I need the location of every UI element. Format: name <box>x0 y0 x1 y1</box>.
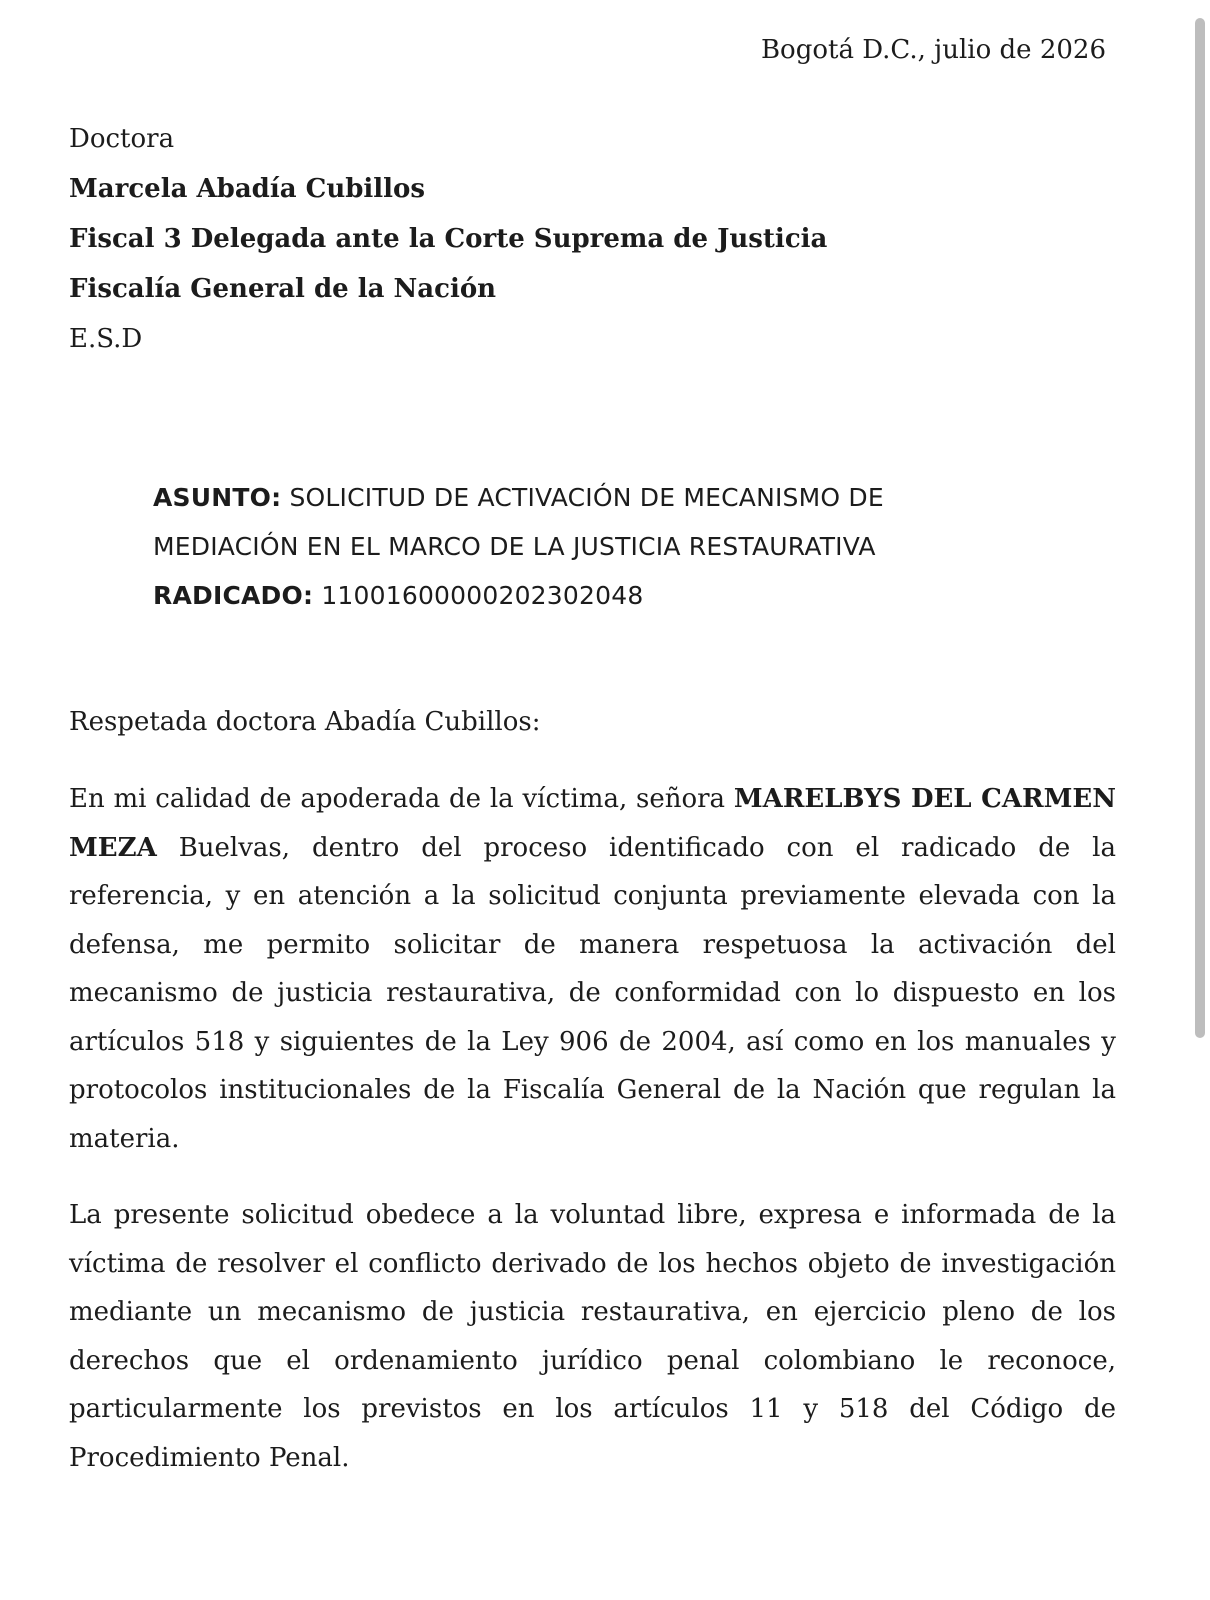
radicado-line <box>153 571 1113 620</box>
scrollbar[interactable] <box>1190 0 1210 1600</box>
paragraph-1-intro: En mi calidad de apoderada de la víctima, señora <box>69 784 726 814</box>
addressee-esd: E.S.D <box>69 324 143 354</box>
body-paragraph-1 <box>69 775 1116 1163</box>
date-line: Bogotá D.C., julio de 2026 <box>760 35 1106 65</box>
radicado-label: RADICADO: <box>153 581 314 610</box>
body-paragraph-2: La presente solicitud obedece a la voluntad libre, expresa e informada de la víctima de resolver el conflicto derivado de los hechos objeto de investigación mediante un mecanismo de justicia restaurativa, en ejercicio pleno de los derechos que el ordenamiento jurídico penal colombiano le reconoce, particularmente los previstos en los artículos 11 y 518 del Código de Procedimiento Penal. <box>69 1200 1116 1473</box>
victim-name: MARELBYS DEL CARMEN MEZA <box>69 784 1117 863</box>
addressee-title: Doctora <box>69 124 175 154</box>
radicado-value: 11001600000202302048 <box>321 581 644 610</box>
addressee-institution: Fiscalía General de la Nación <box>69 274 497 304</box>
addressee-name: Marcela Abadía Cubillos <box>69 174 426 204</box>
asunto-line-1 <box>153 473 1113 522</box>
asunto-line-2: MEDIACIÓN EN EL MARCO DE LA JUSTICIA RESTAURATIVA <box>153 532 876 561</box>
greeting: Respetada doctora Abadía Cubillos: <box>69 707 541 737</box>
asunto-text-1: SOLICITUD DE ACTIVACIÓN DE MECANISMO DE <box>289 483 884 512</box>
scrollbar-thumb[interactable] <box>1195 18 1205 1038</box>
subject-block <box>153 473 1113 620</box>
addressee-block <box>69 114 1119 364</box>
addressee-position: Fiscal 3 Delegada ante la Corte Suprema de Justicia <box>69 224 828 254</box>
paragraph-1-body: Buelvas, dentro del proceso identificado con el radicado de la referencia, y en atención a la solicitud conjunta previamente elevada con la defensa, me permito solicitar de manera respetuosa la activación del mecanismo de justicia restaurativa, de conformidad con lo dispuesto en los artículos 518 y siguientes de la Ley 906 de 2004, así como en los manuales y protocolos institucionales de la Fiscalía General de la Nación que regulan la materia. <box>69 832 1117 1154</box>
asunto-label: ASUNTO: <box>153 483 282 512</box>
